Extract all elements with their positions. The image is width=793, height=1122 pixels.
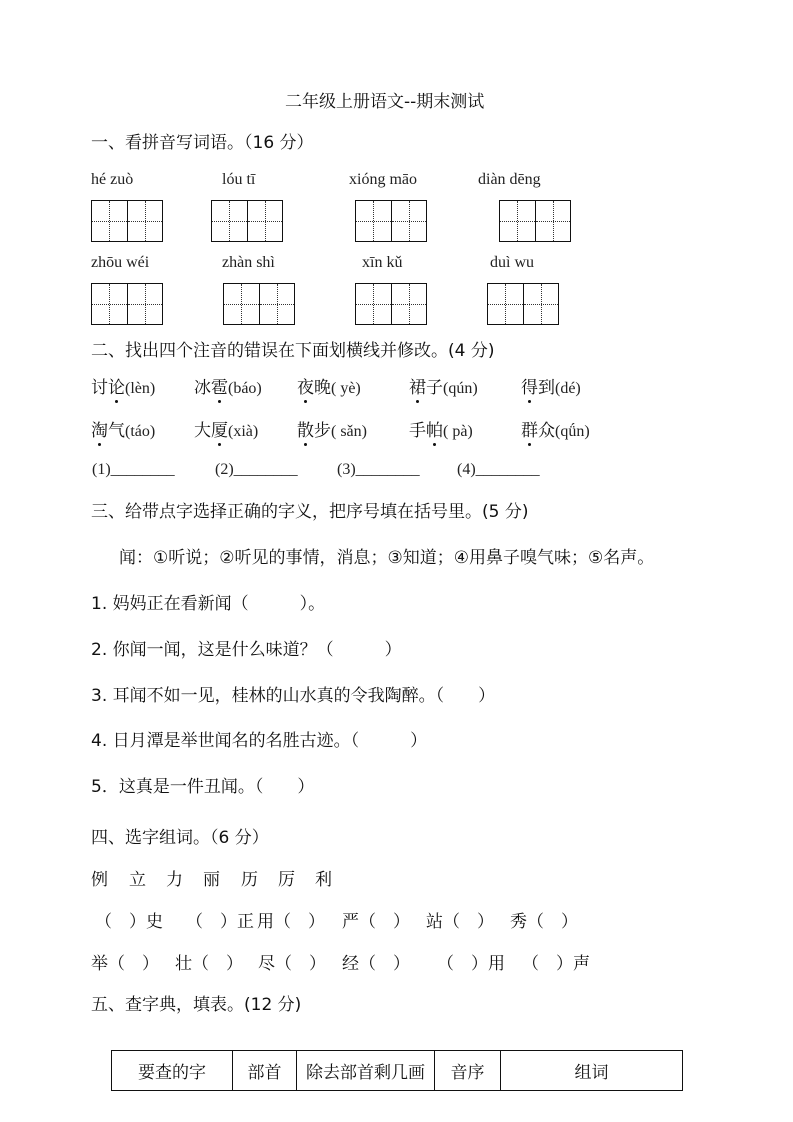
dotted-char: 散 [297,416,314,441]
word-with-pinyin [409,373,478,398]
writing-grid[interactable] [355,200,427,242]
writing-grid[interactable] [499,200,571,242]
pinyin-label: xīn kǔ [362,254,403,271]
candidate-char: 力 [166,870,183,890]
writing-grid[interactable] [91,200,163,242]
writing-grid[interactable] [211,200,283,242]
pinyin: ( pà) [443,423,473,440]
pinyin: ( yè) [331,380,361,397]
fill-item: 经（ ） [342,954,410,974]
question-item: 1. 妈妈正在看新闻（ ）。 [91,594,326,614]
word-with-pinyin [409,416,473,441]
char: 冰 [194,378,211,398]
section4-heading: 四、选字组词。（6 分） [91,828,269,848]
pinyin-label: hé zuò [91,171,134,188]
dictionary-table [111,1050,683,1091]
answer-blank-1[interactable]: (1)________ [92,461,175,478]
pinyin: (báo) [228,380,262,397]
col-header: 除去部首剩几画 [297,1051,435,1091]
pinyin-label: diàn dēng [478,171,541,188]
pinyin-label: zhōu wéi [91,254,150,271]
question-item: 4. 日月潭是举世闻名的名胜古迹。（ ） [91,731,428,751]
dotted-char: 论 [108,373,125,398]
section1-heading: 一、看拼音写词语。（16 分） [91,133,314,153]
char: 气 [108,421,125,441]
candidate-char: 历 [241,870,258,890]
word-with-pinyin [194,416,258,441]
pinyin: (táo) [125,423,156,440]
fill-item: 严（ ） [342,912,410,932]
char: 步 [314,421,331,441]
fill-item: 尽（ ） [258,954,326,974]
table-header-row [112,1051,683,1091]
col-header: 部首 [233,1051,297,1091]
word-with-pinyin [297,373,361,398]
word-with-pinyin [297,416,367,441]
char: 讨 [91,378,108,398]
char: 手 [409,421,426,441]
candidate-char: 利 [315,870,332,890]
writing-grid[interactable] [355,283,427,325]
answer-blank-3[interactable]: (3)________ [337,461,420,478]
fill-item: （ ）正 [186,912,254,932]
word-with-pinyin [521,416,590,441]
pinyin-label: zhàn shì [222,254,275,271]
pinyin: (dé) [555,380,581,397]
candidate-char: 例 [91,870,108,890]
col-header: 音序 [435,1051,501,1091]
fill-item: 秀（ ） [510,912,578,932]
section2-heading: 二、找出四个注音的错误在下面划横线并修改。(4 分) [91,341,495,361]
dotted-char: 淘 [91,416,108,441]
fill-item: （ ）史 [95,912,163,932]
fill-item: 壮（ ） [175,954,243,974]
pinyin: (xià) [228,423,259,440]
word-with-pinyin [91,373,155,398]
col-header: 要查的字 [112,1051,233,1091]
dotted-char: 帕 [426,416,443,441]
char: 众 [538,421,555,441]
candidate-char: 厉 [278,870,295,890]
pinyin: (qún) [443,380,478,397]
word-with-pinyin [194,373,262,398]
char: 到 [538,378,555,398]
col-header: 组词 [501,1051,683,1091]
char: 晚 [314,378,331,398]
dotted-char: 群 [521,416,538,441]
definitions: 闻：①听说；②听见的事情，消息；③知道；④用鼻子嗅气味；⑤名声。 [119,548,655,568]
candidate-char: 立 [129,870,146,890]
char: 子 [426,378,443,398]
pinyin: (qǘn) [555,423,590,440]
char: 大 [194,421,211,441]
section5-heading: 五、查字典，填表。(12 分) [91,995,302,1015]
fill-item: （ ）用 [437,954,505,974]
answer-blank-2[interactable]: (2)________ [215,461,298,478]
fill-item: 用（ ） [257,912,325,932]
writing-grid[interactable] [91,283,163,325]
pinyin: (lèn) [125,380,156,397]
dotted-char: 得 [521,373,538,398]
question-item: 2. 你闻一闻，这是什么味道？（ ） [91,640,402,660]
word-with-pinyin [91,416,155,441]
writing-grid[interactable] [487,283,559,325]
candidate-char: 丽 [203,870,220,890]
dotted-char: 夜 [297,373,314,398]
fill-item: 举（ ） [91,954,159,974]
section3-heading: 三、给带点字选择正确的字义，把序号填在括号里。(5 分) [91,502,529,522]
pinyin-label: duì wu [490,254,534,271]
question-item: 3. 耳闻不如一见，桂林的山水真的令我陶醉。（ ） [91,686,496,706]
dotted-char: 雹 [211,373,228,398]
word-with-pinyin [521,373,581,398]
dotted-char: 厦 [211,416,228,441]
answer-blank-4[interactable]: (4)________ [457,461,540,478]
fill-item: （ ）声 [522,954,590,974]
pinyin: ( sǎn) [331,423,367,440]
pinyin-label: lóu tī [222,171,256,188]
question-item: 5．这真是一件丑闻。（ ） [91,777,315,797]
page-title: 二年级上册语文--期末测试 [285,92,485,112]
pinyin-label: xióng māo [349,171,417,188]
dotted-char: 裙 [409,373,426,398]
writing-grid[interactable] [223,283,295,325]
fill-item: 站（ ） [426,912,494,932]
